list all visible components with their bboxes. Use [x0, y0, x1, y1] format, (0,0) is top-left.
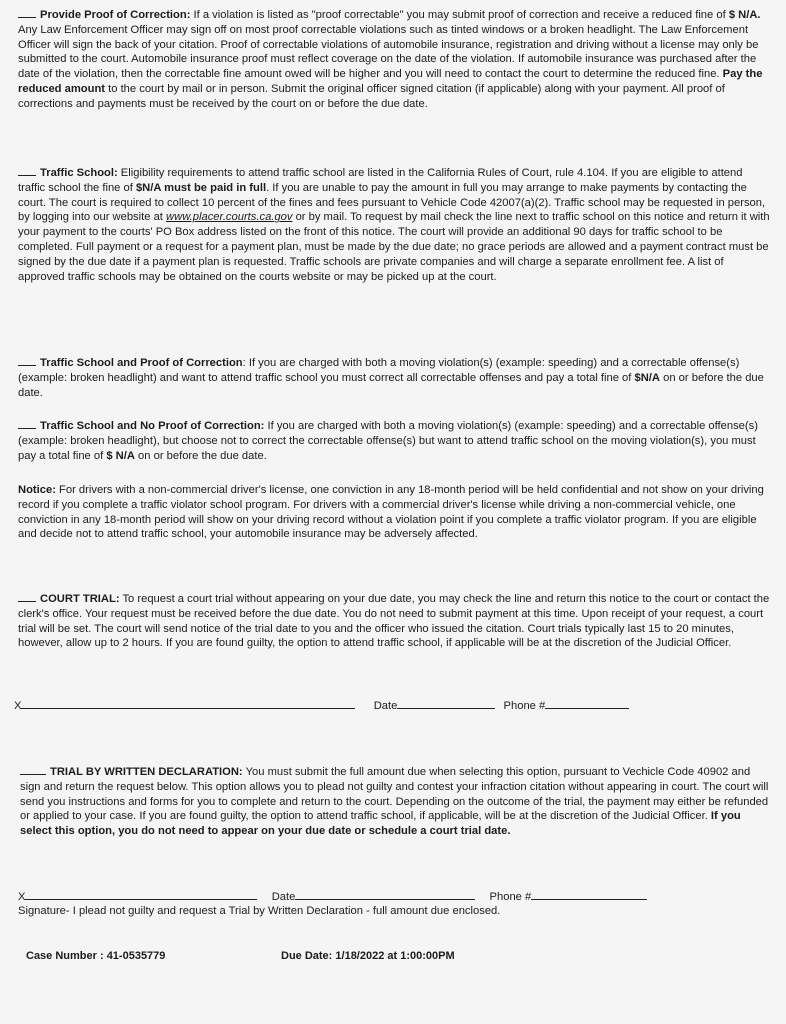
ts-noproof-heading: Traffic School and No Proof of Correction: [40, 420, 265, 432]
signature-field[interactable] [21, 697, 355, 709]
signature-field-2[interactable] [25, 888, 257, 900]
written-declaration-check-line[interactable] [20, 765, 46, 775]
ts-noproof-check-line[interactable] [18, 419, 36, 429]
court-trial-section [18, 592, 770, 651]
ts-proof-check-line[interactable] [18, 356, 36, 366]
date-label-2: Date [271, 891, 296, 903]
phone-label-2: Phone # [489, 891, 532, 903]
proof-text-3: to the court by mail or in person. Submit the original officer signed citation (if applicable) along with your payment. All proof of corrections and payments must be received by the court on or before the due date. [18, 82, 725, 110]
date-field[interactable] [397, 697, 495, 709]
court-trial-heading: COURT TRIAL: [40, 593, 120, 605]
traffic-school-check-line[interactable] [18, 166, 36, 176]
signature-x-2: X [18, 891, 26, 903]
traffic-school-text-2: . If you are unable to pay the amount in full you may arrange to make payments by contacting the court. The court is required to collect 10 percent of the fines and fees pursuant to Vehicle Code 42007(a)(2). Traffic school may be requested in person, by logging into our website at [18, 181, 766, 224]
phone-field-2[interactable] [531, 888, 647, 900]
traffic-school-heading: Traffic School: [40, 167, 118, 179]
ts-proof-section [18, 356, 770, 400]
notice-heading: Notice: [18, 484, 56, 496]
ts-noproof-text-2: on or before the due date. [134, 449, 267, 462]
proof-of-correction-section [18, 8, 770, 112]
notice-text: For drivers with a non-commercial driver's license, one conviction in any 18-month period will be held confidential and not show on your driving record if you complete a traffic violator school program. For drivers with a commercial driver's license while driving a non-commercial vehicle, one conviction in any 18-month period will show on your driving record without a violation point if you complete a traffic violator program. If you are eligible and decide not to attend traffic school, your automobile insurance may be adversely affected. [18, 484, 764, 541]
written-declaration-section [20, 765, 772, 839]
date-field-2[interactable] [295, 888, 475, 900]
ts-proof-text-1: : If you are charged with both a moving violation(s) (example: speeding) and a correctable offense(s) (example: broken headlight) and want to attend traffic school you must correct all correctable offenses and pay a total fine of [18, 357, 740, 384]
proof-text-1: If a violation is listed as "proof correctable" you may submit proof of correction and receive a reduced fine of [190, 9, 729, 21]
court-trial-check-line[interactable] [18, 592, 36, 602]
proof-heading: Provide Proof of Correction: [40, 9, 191, 21]
signature-x: X [14, 700, 22, 712]
ts-noproof-text-1: If you are charged with both a moving violation(s) (example: speeding) and a correctable offense(s) (example: broken headlight), but choose not to correct the correctable offense(s) but want to attend traffic school on the moving violation(s), you must pay a total fine of [18, 420, 758, 462]
date-label: Date [373, 700, 398, 712]
ts-proof-text-2: on or before the due date. [18, 371, 764, 399]
written-declaration-bold: If you select this option, you do not need to appear on your due date or schedule a court trial date. [20, 810, 741, 838]
court-website-link[interactable]: www.placer.courts.ca.gov [166, 211, 293, 224]
proof-check-line[interactable] [18, 8, 36, 18]
ts-noproof-section [18, 419, 770, 463]
signature-caption: Signature- I plead not guilty and request a Trial by Written Declaration - full amount due enclosed. [18, 905, 501, 917]
traffic-school-text-1: Eligibility requirements to attend traffic school are listed in the California Rules of Court, rule 4.104. If you are eligible to attend traffic school the fine of [18, 167, 743, 194]
court-trial-text: To request a court trial without appearing on your due date, you may check the line and return this notice to the court or contact the clerk's office. Your request must be received before the due date. You do not need to submit payment at this time. Upon receipt of your request, a court trial will be set. The court will send notice of the trial date to you and the officer who issued the citation. Court trials typically last 15 to 20 minutes, however, allow up to 2 hours. If you are found guilty, the option to attend traffic school, if applicable will be at the discretion of the Judicial Officer. [18, 593, 770, 650]
written-declaration-text: You must submit the full amount due when selecting this option, pursuant to Vechicle Code 40902 and sign and return the request below. This option allows you to plead not guilty and contest your infraction citation without appearing in court. The court will send you instructions and forms for you to complete and return to the court. Depending on the outcome of the trial, the payment may either be refunded or applied to your case. If you are found guilty, the option to attend traffic school, if applicable, will be at the discretion of the Judicial Officer. [20, 766, 769, 823]
proof-amount: $ N/A. [728, 9, 761, 21]
traffic-school-amount: $N/A must be paid in full [135, 181, 267, 194]
ts-noproof-amount: $ N/A [106, 449, 135, 462]
traffic-school-section [18, 166, 770, 284]
ts-proof-amount: $N/A [634, 371, 660, 384]
phone-field[interactable] [545, 697, 629, 709]
due-date: Due Date: 1/18/2022 at 1:00:00PM [281, 950, 455, 962]
ts-proof-heading: Traffic School and Proof of Correction [40, 357, 243, 369]
written-declaration-heading: TRIAL BY WRITTEN DECLARATION: [50, 766, 243, 778]
case-number: Case Number : 41-0535779 [26, 950, 166, 962]
written-declaration-signature-row [18, 888, 758, 903]
notice-section [18, 483, 770, 542]
traffic-school-text-3: or by mail. To request by mail check the line next to traffic school on this notice and return it with your payment to the courts' PO Box address listed on the front of this notice. The court will provide an additional 90 days for traffic school to be completed. Full payment or a request for a payment plan, must be made by the due date; no grace periods are allowed and a payment contract must be signed by the due date if a payment plan is requested. Traffic schools are private companies and will charge a separate enrollment fee. A list of approved traffic schools may be obtained on the courts website or may be picked up at the court. [18, 211, 770, 283]
phone-label: Phone # [503, 700, 546, 712]
proof-text-2: Any Law Enforcement Officer may sign off on most proof correctable violations such as tinted windows or a broken headlight. The Law Enforcement Officer will sign the back of your citation. Proof of correctable violations of automobile insurance, registration and driving without a license may only be submitted to the court. Automobile insurance proof must reflect coverage on the date of the violation. If automobile insurance was purchased after the date of the violation, then the correctable fine amount owed will be higher and you will need to contact the court to determine the reduced fine. [18, 23, 759, 81]
proof-pay: Pay the reduced amount [18, 68, 763, 95]
court-trial-signature-row [14, 697, 754, 712]
